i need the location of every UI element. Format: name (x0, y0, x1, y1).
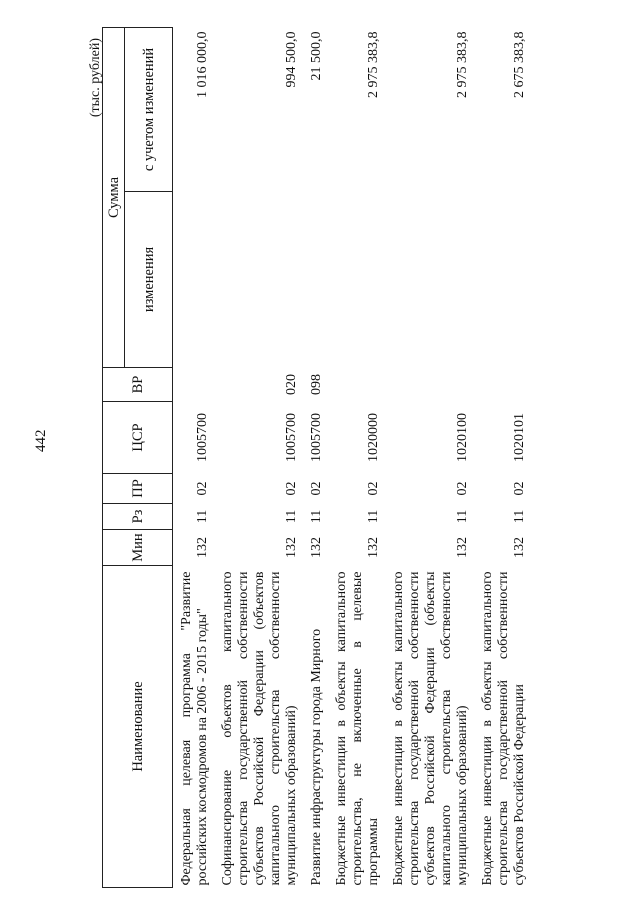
row-csr: 1005700 (284, 413, 299, 462)
row-rz: 11 (512, 509, 527, 524)
table-body (173, 28, 532, 888)
row-s-uchetom: 1 016 000,0 (195, 31, 210, 98)
header-izmeneniya: изменения (125, 192, 173, 368)
row-izmeneniya (173, 192, 215, 368)
row-pr: 02 (366, 481, 381, 496)
units-note: (тыс. рублей) (88, 38, 103, 118)
row-s-uchetom: 2 975 383,8 (455, 31, 470, 98)
row-pr: 02 (309, 481, 324, 496)
row-rz: 11 (195, 509, 210, 524)
table-row (385, 28, 474, 888)
row-s-uchetom: 2 975 383,8 (366, 31, 381, 98)
row-s-uchetom: 21 500,0 (309, 31, 324, 81)
row-min: 132 (366, 537, 381, 558)
row-vr: 098 (309, 374, 324, 395)
row-csr: 1005700 (309, 413, 324, 462)
row-pr: 02 (455, 481, 470, 496)
row-name: Бюджетные инвестиции в объекты капитального строительства, не включенные в целевые программы (334, 571, 381, 886)
budget-table-sheet (88, 28, 558, 888)
row-name: Софинансирование объектов капитального строительства государственной собственности субъектов Российской Федерации (объектов капитального строительства собственности муниципальных образований) (220, 571, 299, 886)
header-pr: ПР (103, 474, 173, 504)
row-vr (385, 368, 474, 402)
header-csr: ЦСР (103, 402, 173, 474)
row-min: 132 (195, 537, 210, 558)
row-pr: 02 (284, 481, 299, 496)
header-summa: Сумма (103, 28, 125, 368)
row-pr: 02 (512, 481, 527, 496)
row-izmeneniya (385, 192, 474, 368)
row-rz: 11 (284, 509, 299, 524)
table-row (474, 28, 531, 888)
row-name: Бюджетные инвестиции в объекты капитального строительства государственной собственности субъектов Российской Федерации (480, 571, 527, 886)
row-izmeneniya (328, 192, 385, 368)
row-vr (173, 368, 215, 402)
table-row (328, 28, 385, 888)
row-izmeneniya (474, 192, 531, 368)
table-row (303, 28, 328, 888)
row-csr: 1020101 (512, 413, 527, 462)
row-name: Развитие инфраструктуры города Мирного (309, 628, 324, 886)
header-s-uchetom: с учетом изменений (125, 28, 173, 192)
row-vr (474, 368, 531, 402)
budget-table (102, 27, 531, 888)
row-min: 132 (455, 537, 470, 558)
page-number: 442 (33, 429, 49, 452)
row-vr: 020 (284, 374, 299, 395)
row-vr (328, 368, 385, 402)
table-row (173, 28, 215, 888)
row-izmeneniya (303, 192, 328, 368)
row-csr: 1005700 (195, 413, 210, 462)
row-min: 132 (512, 537, 527, 558)
header-name: Наименование (103, 566, 173, 888)
row-s-uchetom: 2 675 383,8 (512, 31, 527, 98)
row-s-uchetom: 994 500,0 (284, 31, 299, 88)
row-izmeneniya (214, 192, 303, 368)
row-rz: 11 (309, 509, 324, 524)
row-rz: 11 (366, 509, 381, 524)
row-name: Федеральная целевая программа "Развитие российских космодромов на 2006 - 2015 годы" (179, 571, 210, 886)
header-vr: ВР (103, 368, 173, 402)
row-name: Бюджетные инвестиции в объекты капитального строительства государственной собственности субъектов Российской Федерации (объекты капитального строительства собственности муниципальных образований) (391, 571, 470, 886)
header-min: Мин (103, 530, 173, 566)
row-rz: 11 (455, 509, 470, 524)
header-rz: Рз (103, 504, 173, 530)
row-csr: 1020000 (366, 413, 381, 462)
row-pr: 02 (195, 481, 210, 496)
row-min: 132 (309, 537, 324, 558)
row-csr: 1020100 (455, 413, 470, 462)
row-min: 132 (284, 537, 299, 558)
table-row (214, 28, 303, 888)
